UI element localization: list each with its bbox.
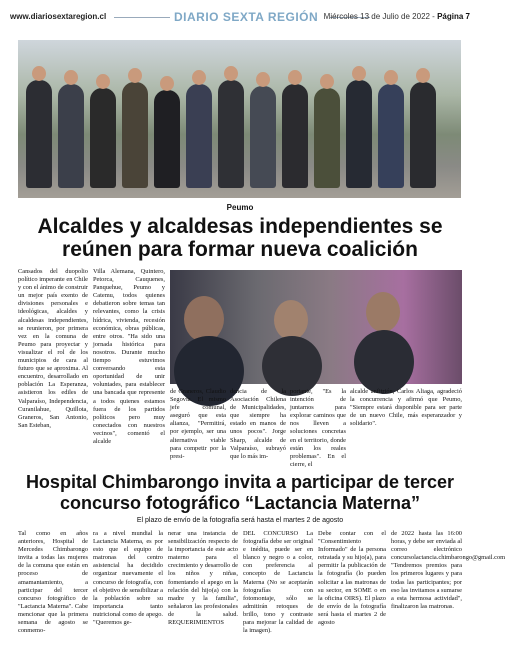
article1-headline: Alcaldes y alcaldesas independientes se reúnen para formar nueva coalición: [37, 215, 443, 261]
article1-kicker: Peumo: [226, 203, 254, 212]
person-figure: [410, 82, 436, 188]
person-body: [354, 330, 414, 394]
article2-subtitle: El plazo de envío de la fotografía será hasta el martes 2 de agosto: [136, 517, 344, 524]
person-figure: [26, 80, 52, 188]
person-figure: [314, 88, 340, 188]
article1-col5: alcalde anfitrión, Carlos Aliaga, agradeció la concurrencia y afirmó que Peumo, "Siempre estará disponible para ser parte de un nuevo Chile, más esperanzador y solidario".: [350, 388, 462, 428]
masthead: DIARIO SEXTA REGIÓN: [174, 10, 319, 24]
article2-col5: Debe contar con el "Consentimiento Informado" de la persona retratada y su hijo(a), para permitir la publicación de la fotografía (lo pueden solicitar a las matronas de su sector, en SOME o en la oficina OIRS). El plazo de envío de la fotografía será hasta el martes 2 de agosto: [318, 530, 386, 627]
person-head: [366, 292, 400, 332]
meeting-photo: [170, 270, 462, 384]
article2-col4: DEL CONCURSO La fotografía debe ser original e inédita, puede ser en blanco y negro o a color, con preferencia al concepto de Lactancia Materna (No se aceptarán fotografías con fotomontaje, sólo se admitirán retoques de brillo, tono y contraste para mejorar la calidad de la imagen).: [243, 530, 313, 635]
person-figure: [58, 84, 84, 188]
article2-col6: de 2022 hasta las 16:00 horas, y debe ser enviada al correo electrónico concursolactancia.chimbarongo@gmail.com "Tendremos premios para los primeros lugares y para todas las participantes; por eso las invitamos a sumarse a esta hermosa actividad", finalizaron las matronas.: [391, 530, 505, 610]
article1-col3: dencia de la Asociación Chilena de Municipalidades, que siempre ha estado en manos de unos pocos". Jorge Sharp, alcalde de Valparaíso, subrayó que lo más im-: [230, 388, 286, 460]
person-figure: [250, 86, 276, 188]
person-figure: [346, 80, 372, 188]
person-head: [274, 300, 308, 340]
person-head: [184, 296, 224, 342]
article1-col2a: Villa Alemana, Quintero, Petorca, Cauquenes, Panquehue, Peumo y Catemu, todos quienes debatieron sobre temas tan relevantes, como la crisis hídrica, vivienda, recesión económica, obras públicas, entre otros. "Ha sido una jornada histórica para nosotros. Durante mucho tiempo estuvimos conversando esta oportunidad de unir voluntades, para establecer una bancada que represente a todos quienes estamos fuera de los partidos políticos pero muy conectados con nuestros vecinos", comentó el alcalde: [93, 268, 165, 445]
article2-col1: Tal como en años anteriores, Hospital de Mercedes Chimbarongo invita a todas las mujeres de la comuna que están en proceso de amamantamiento, a participar del tercer concurso fotográfico de "Lactancia Materna". Cabe mencionar que la primera semana de agosto se conmemo-: [18, 530, 88, 635]
person-figure: [218, 80, 244, 188]
group-photo: [18, 40, 461, 198]
article2-col2: ra a nivel mundial la Lactancia Materna, es por esto que el equipo de matronas del centro asistencial ha decidido organizar nuevamente el concurso de fotografía, con el objetivo de sensibilizar a la población sobre su importancia tanto nutricional como de apego. "Queremos ge-: [93, 530, 163, 627]
article2-col3: nerar una instancia de sensibilización respecto de la importancia de este acto materno para el crecimiento y desarrollo de los niños y niñas, fomentando el apego en la relación del hijo(a) con la madre y la familia", señalaron las profesionales de la salud. REQUERIMIENTOS: [168, 530, 238, 627]
page-number: Página 7: [437, 12, 470, 21]
article1-col1: Cansados del duopolio político imperante en Chile y con el ánimo de construir un mejor país exento de divisiones personales e ideológicas, alcaldes y alcaldesas independientes, se reunieron, por primera vez en la comuna de Peumo para proyectar y visualizar el rol de los municipios de cara al futuro que se aproxima. Al encuentro, desarrollado en población La Esperanza, asistieron los ediles de Valparaíso, Independencia, Curanilahue, Quillota, Graneros, San Antonio, San Esteban,: [18, 268, 88, 429]
date-text: Miércoles 13 de Julio de 2022 -: [323, 12, 435, 21]
person-figure: [186, 84, 212, 188]
person-figure: [90, 88, 116, 188]
person-body: [262, 336, 322, 396]
article2-headline: Hospital Chimbarongo invita a participar de tercer concurso fotográfico “Lactancia Materna”: [25, 472, 455, 513]
dateline: [324, 12, 470, 21]
page-header: [10, 12, 470, 26]
person-figure: [378, 84, 404, 188]
header-rule-left: [114, 17, 170, 18]
article1-col2b: de Graneros, Claudio Segovia. El mismo jefe comunal, aseguró que esta alianza, "Permitirá, por ejemplo, ser una alternativa viable para competir por la presi-: [170, 388, 226, 460]
site-url[interactable]: www.diariosextaregion.cl: [10, 12, 107, 21]
article1-col4: portante, "Es la intención de juntarnos para explorar caminos que nos lleven a soluciones concretas en el territorio, donde están los reales problemas". En el cierre, el: [290, 388, 346, 468]
person-figure: [122, 82, 148, 188]
person-figure: [282, 84, 308, 188]
person-figure: [154, 90, 180, 188]
